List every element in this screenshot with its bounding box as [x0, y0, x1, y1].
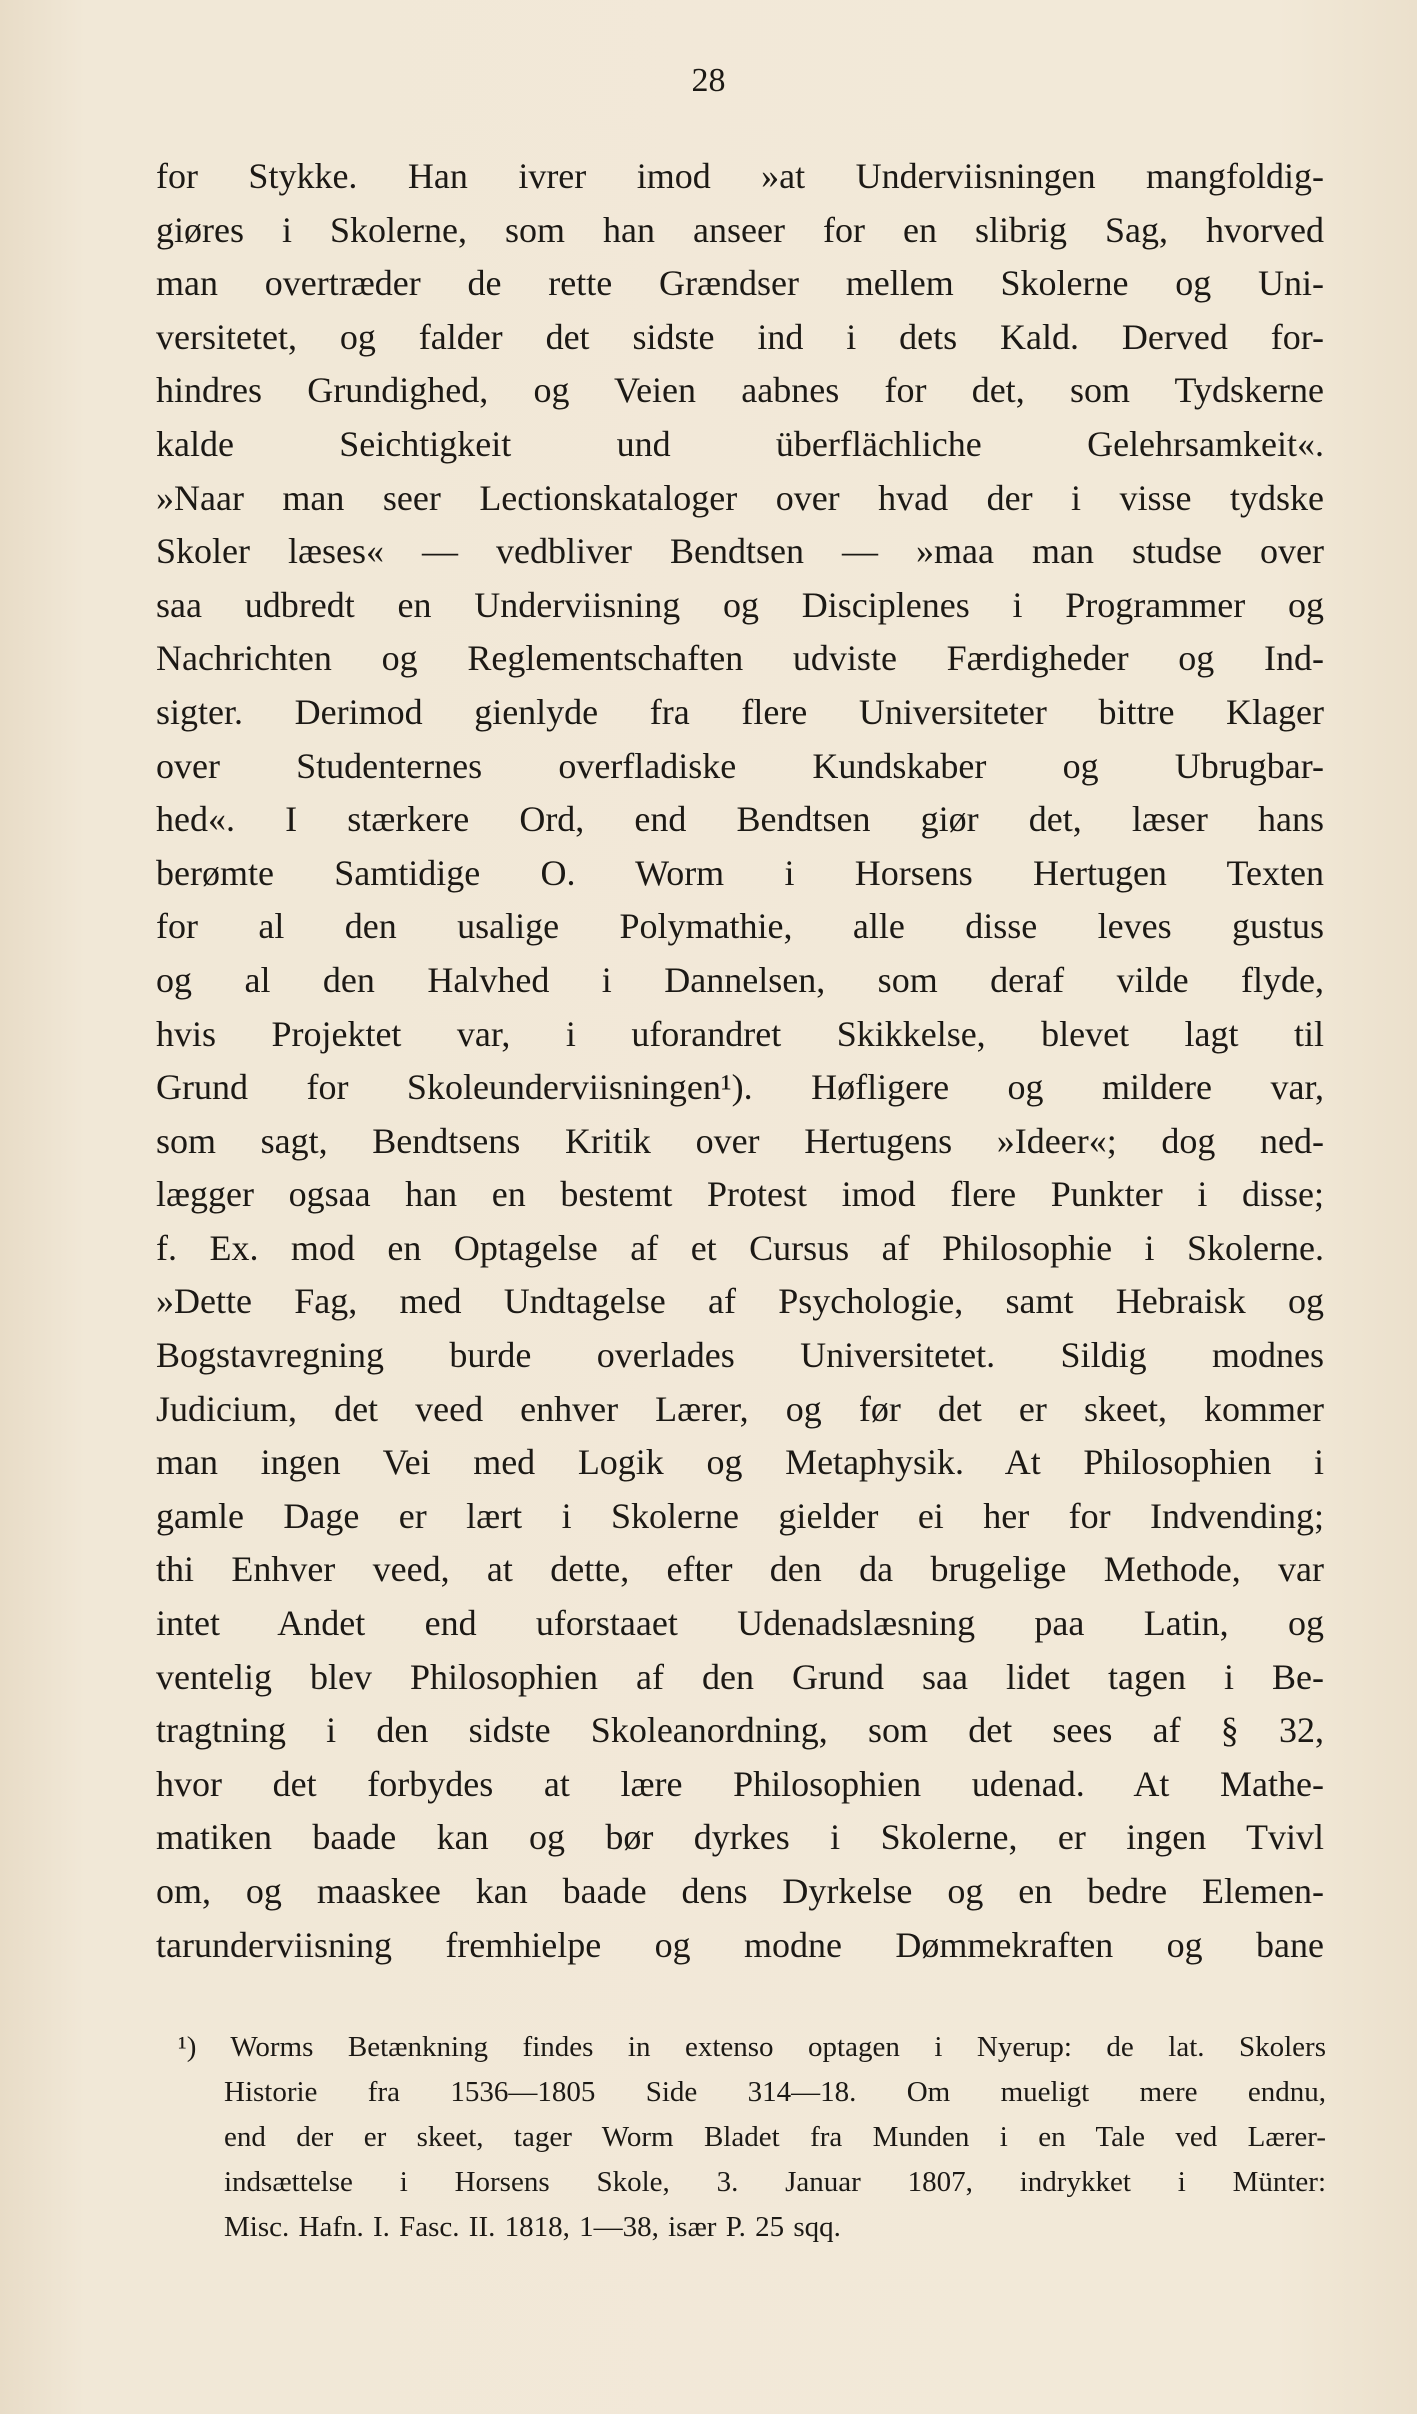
footnote-line: end der er skeet, tager Worm Bladet fra Munden i en Tale ved Lærer-	[224, 2121, 1326, 2153]
text-line: hindres Grundighed, og Veien aabnes for det, som Tydskerne	[156, 370, 1324, 411]
text-line: som sagt, Bendtsens Kritik over Hertugens »Ideer«; dog ned-	[156, 1120, 1324, 1161]
text-line: saa udbredt en Underviisning og Disciplenes i Programmer og	[156, 584, 1324, 625]
footnote-line: indsættelse i Horsens Skole, 3. Januar 1807, indrykket i Münter:	[224, 2166, 1326, 2198]
text-line: tragtning i den sidste Skoleanordning, som det sees af § 32,	[156, 1710, 1324, 1751]
text-line: matiken baade kan og bør dyrkes i Skolerne, er ingen Tvivl	[156, 1817, 1324, 1858]
text-line: hvis Projektet var, i uforandret Skikkelse, blevet lagt til	[156, 1013, 1324, 1054]
text-line: hvor det forbydes at lære Philosophien udenad. At Mathe-	[156, 1763, 1324, 1804]
page-number: 28	[691, 62, 726, 99]
text-line: thi Enhver veed, at dette, efter den da brugelige Methode, var	[156, 1549, 1324, 1590]
footnote	[178, 2025, 1326, 2250]
text-line: Judicium, det veed enhver Lærer, og før det er skeet, kommer	[156, 1388, 1324, 1429]
text-line: gamle Dage er lært i Skolerne gielder ei her for Indvending;	[156, 1495, 1324, 1536]
text-line: over Studenternes overfladiske Kundskaber og Ubrugbar-	[156, 745, 1324, 786]
text-line: ventelig blev Philosophien af den Grund saa lidet tagen i Be-	[156, 1656, 1324, 1697]
text-line: giøres i Skolerne, som han anseer for en slibrig Sag, hvorved	[156, 209, 1324, 250]
text-line: man overtræder de rette Grændser mellem Skolerne og Uni-	[156, 263, 1324, 304]
text-line: intet Andet end uforstaaet Udenadslæsning paa Latin, og	[156, 1603, 1324, 1644]
footnote-line: Misc. Hafn. I. Fasc. II. 1818, 1—38, især P. 25 sqq.	[224, 2211, 841, 2243]
text-line: versitetet, og falder det sidste ind i dets Kald. Derved for-	[156, 316, 1324, 357]
text-line: man ingen Vei med Logik og Metaphysik. At Philosophien i	[156, 1442, 1324, 1483]
text-line: Bogstavregning burde overlades Universitetet. Sildig modnes	[156, 1335, 1324, 1376]
text-line: om, og maaskee kan baade dens Dyrkelse og en bedre Elemen-	[156, 1871, 1324, 1911]
main-text	[156, 150, 1324, 1972]
footnote-line: ¹) Worms Betænkning findes in extenso optagen i Nyerup: de lat. Skolers	[178, 2031, 1326, 2063]
text-line: og al den Halvhed i Dannelsen, som deraf vilde flyde,	[156, 959, 1324, 1000]
text-line: lægger ogsaa han en bestemt Protest imod flere Punkter i disse;	[156, 1174, 1324, 1215]
footnote-line: Historie fra 1536—1805 Side 314—18. Om mueligt mere endnu,	[224, 2076, 1326, 2108]
text-line: for al den usalige Polymathie, alle disse leves gustus	[156, 906, 1324, 947]
text-line: Skoler læses« — vedbliver Bendtsen — »maa man studse over	[156, 531, 1324, 572]
text-line: tarunderviisning fremhielpe og modne Dømmekraften og bane	[156, 1924, 1324, 1965]
text-line: kalde Seichtigkeit und überflächliche Gelehrsamkeit«.	[156, 423, 1324, 464]
text-line: Grund for Skoleunderviisningen¹). Høfligere og mildere var,	[156, 1067, 1324, 1108]
text-line: for Stykke. Han ivrer imod »at Underviisningen mangfoldig-	[156, 156, 1324, 196]
text-line: f. Ex. mod en Optagelse af et Cursus af Philosophie i Skolerne.	[156, 1227, 1324, 1268]
text-line: sigter. Derimod gienlyde fra flere Universiteter bittre Klager	[156, 691, 1324, 732]
text-line: hed«. I stærkere Ord, end Bendtsen giør det, læser hans	[156, 799, 1324, 840]
text-line: »Dette Fag, med Undtagelse af Psychologie, samt Hebraisk og	[156, 1281, 1324, 1322]
text-line: »Naar man seer Lectionskataloger over hvad der i visse tydske	[156, 477, 1324, 518]
text-line: berømte Samtidige O. Worm i Horsens Hertugen Texten	[156, 852, 1324, 893]
text-line: Nachrichten og Reglementschaften udviste Færdigheder og Ind-	[156, 638, 1324, 679]
